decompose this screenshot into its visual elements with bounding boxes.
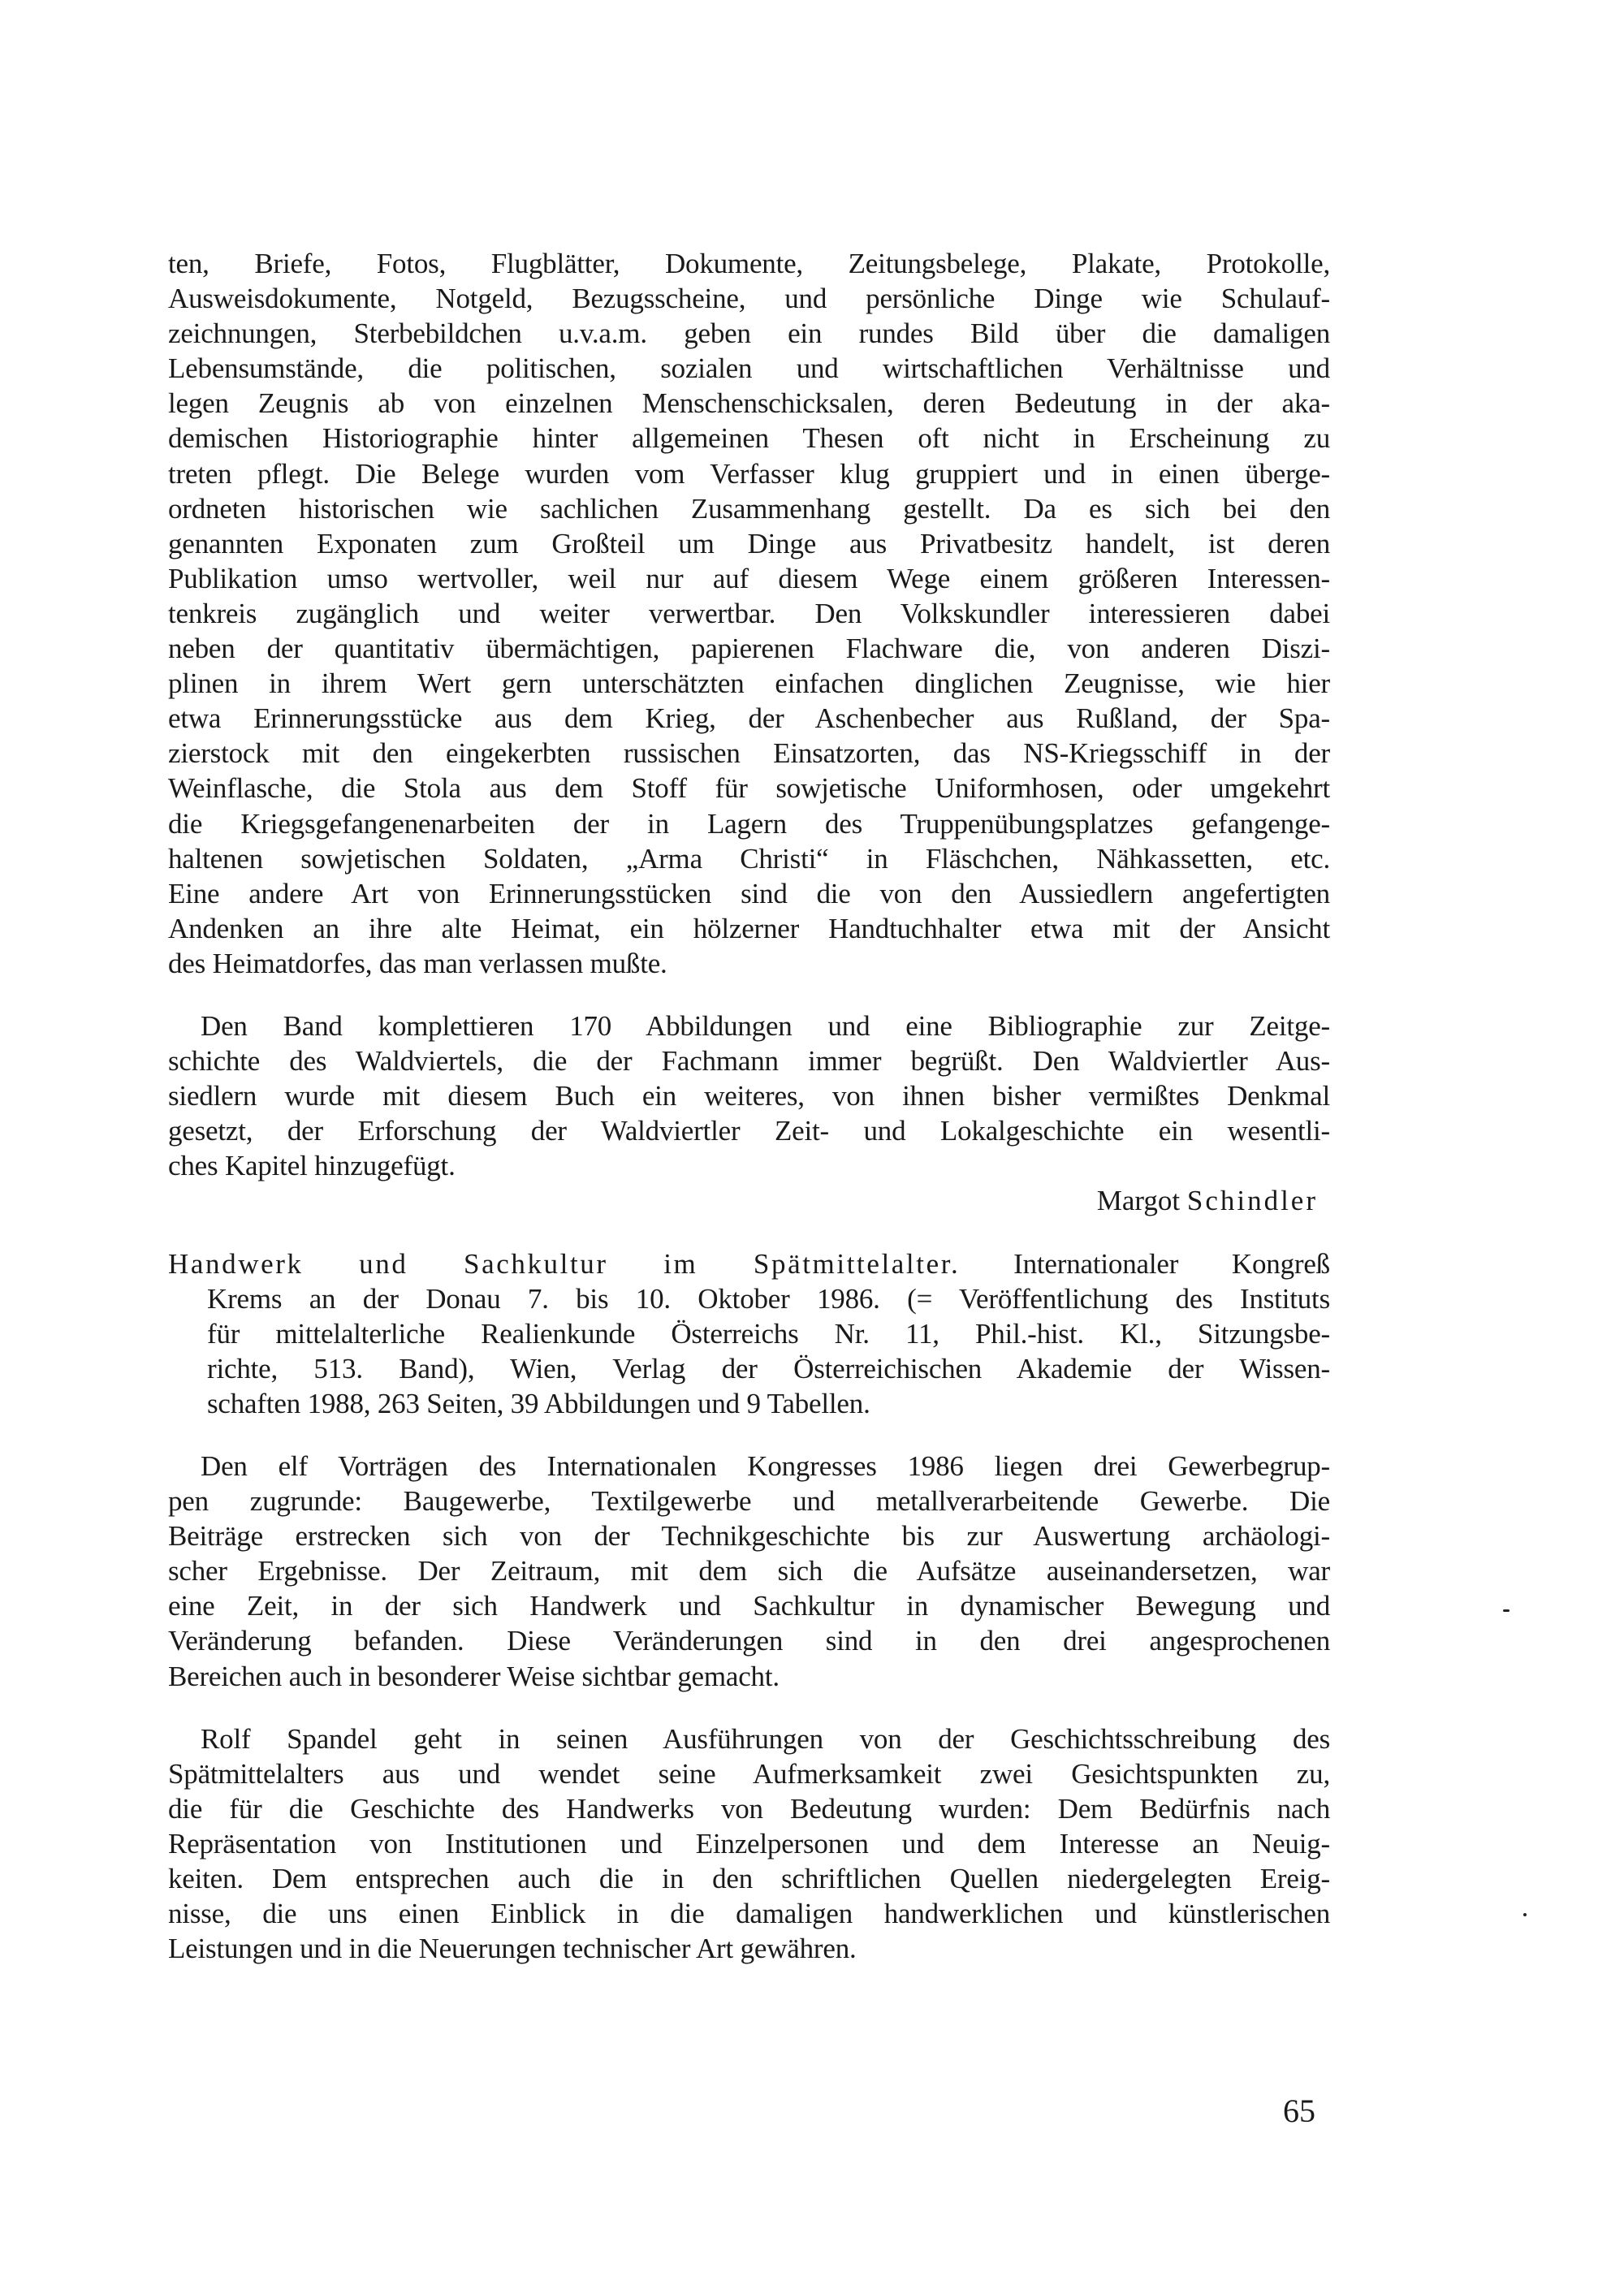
text-line: treten pflegt. Die Belege wurden vom Verfasser klug gruppiert und in einen überge- xyxy=(168,457,1330,490)
text-line: haltenen sowjetischen Soldaten, „Arma Christi“ in Fläschchen, Nähkassetten, etc. xyxy=(168,842,1330,875)
text-line: schichte des Waldviertels, die der Fachmann immer begrüßt. Den Waldviertler Aus- xyxy=(168,1045,1330,1078)
section-gap xyxy=(168,1219,1330,1246)
scan-speck xyxy=(1523,1913,1527,1916)
text-line: genannten Exponaten zum Großteil um Dinge aus Privatbesitz handelt, ist deren xyxy=(168,527,1330,559)
review-2-paragraph-1 xyxy=(168,1449,1330,1694)
page-number: 65 xyxy=(1283,2093,1315,2129)
citation-line: für mittelalterliche Realienkunde Österreichs Nr. 11, Phil.-hist. Kl., Sitzungsbe- xyxy=(207,1317,1330,1350)
reviewer-first-name: Margot xyxy=(1096,1185,1181,1217)
text-line: tenkreis zugänglich und weiter verwertbar. Den Volkskundler interessieren dabei xyxy=(168,597,1330,629)
review-2-paragraph-2 xyxy=(168,1721,1330,1967)
text-column xyxy=(168,246,1330,1966)
text-line: Ausweisdokumente, Notgeld, Bezugsscheine, und persönliche Dinge wie Schulauf- xyxy=(168,283,1330,315)
text-line: gesetzt, der Erforschung der Waldviertler Zeit- und Lokalgeschichte ein wesentli- xyxy=(168,1115,1330,1147)
citation-line: schaften 1988, 263 Seiten, 39 Abbildungen und 9 Tabellen. xyxy=(207,1387,870,1419)
text-line: Eine andere Art von Erinnerungsstücken sind die von den Aussiedlern angefertigten xyxy=(168,877,1330,909)
review-2-citation xyxy=(168,1246,1330,1421)
citation-line xyxy=(168,1246,1330,1281)
review-1-paragraph-1 xyxy=(168,246,1330,981)
text-line: demischen Historiographie hinter allgemeinen Thesen oft nicht in Erscheinung zu xyxy=(168,422,1330,455)
text-line: Andenken an ihre alte Heimat, ein hölzerner Handtuchhalter etwa mit der Ansicht xyxy=(168,912,1330,944)
reviewer-signature xyxy=(168,1183,1330,1218)
text-line: Publikation umso wertvoller, weil nur auf diesem Wege einem größeren Interessen- xyxy=(168,562,1330,594)
text-line: Weinflasche, die Stola aus dem Stoff für sowjetische Uniformhosen, oder umgekehrt xyxy=(168,772,1330,805)
text-line: Leistungen und in die Neuerungen technischer Art gewähren. xyxy=(168,1933,857,1965)
text-line: scher Ergebnisse. Der Zeitraum, mit dem sich die Aufsätze auseinandersetzen, war xyxy=(168,1555,1330,1587)
text-line: ches Kapitel hinzugefügt. xyxy=(168,1150,456,1182)
text-line: plinen in ihrem Wert gern unterschätzten einfachen dinglichen Zeugnisse, wie hier xyxy=(168,667,1330,700)
text-line: Den Band komplettieren 170 Abbildungen und eine Bibliographie zur Zeitge- xyxy=(201,1009,1330,1042)
text-line: Repräsentation von Institutionen und Einzelpersonen und dem Interesse an Neuig- xyxy=(168,1827,1330,1860)
text-line: Lebensumstände, die politischen, sozialen und wirtschaftlichen Verhältnisse und xyxy=(168,352,1330,385)
text-line: etwa Erinnerungsstücke aus dem Krieg, der Aschenbecher aus Rußland, der Spa- xyxy=(168,702,1330,735)
citation-rest: Internationaler Kongreß xyxy=(960,1247,1330,1280)
text-line: des Heimatdorfes, das man verlassen mußte. xyxy=(168,947,667,979)
text-line: neben der quantitativ übermächtigen, papierenen Flachware die, von anderen Diszi- xyxy=(168,633,1330,665)
paragraph-gap xyxy=(168,981,1330,1009)
text-line: Veränderung befanden. Diese Veränderungen sind in den drei angesprochenen xyxy=(168,1625,1330,1657)
paragraph-gap xyxy=(168,1421,1330,1449)
book-title: Handwerk und Sachkultur im Spätmittelalter. xyxy=(168,1247,961,1280)
text-line: zierstock mit den eingekerbten russischen Einsatzorten, das NS-Kriegsschiff in der xyxy=(168,737,1330,770)
text-line: ten, Briefe, Fotos, Flugblätter, Dokumente, Zeitungsbelege, Plakate, Protokolle, xyxy=(168,248,1330,279)
citation-line: Krems an der Donau 7. bis 10. Oktober 1986. (= Veröffentlichung des Instituts xyxy=(207,1282,1330,1315)
paragraph-gap xyxy=(168,1694,1330,1721)
text-line: Spätmittelalters aus und wendet seine Aufmerksamkeit zwei Gesichtspunkten zu, xyxy=(168,1757,1330,1790)
text-line: Rolf Spandel geht in seinen Ausführungen von der Geschichtsschreibung des xyxy=(201,1722,1330,1755)
text-line: keiten. Dem entsprechen auch die in den schriftlichen Quellen niedergelegten Ereig- xyxy=(168,1863,1330,1895)
text-line: die Kriegsgefangenenarbeiten der in Lagern des Truppenübungsplatzes gefangenge- xyxy=(168,807,1330,840)
text-line: die für die Geschichte des Handwerks von Bedeutung wurden: Dem Bedürfnis nach xyxy=(168,1792,1330,1825)
text-line: nisse, die uns einen Einblick in die damaligen handwerklichen und künstlerischen xyxy=(168,1898,1330,1930)
text-line: zeichnungen, Sterbebildchen u.v.a.m. geben ein rundes Bild über die damaligen xyxy=(168,317,1330,350)
text-line: ordneten historischen wie sachlichen Zusammenhang gestellt. Da es sich bei den xyxy=(168,492,1330,525)
scan-speck xyxy=(1503,1609,1510,1612)
reviewer-last-name: Schindler xyxy=(1186,1185,1318,1217)
text-line: legen Zeugnis ab von einzelnen Menschenschicksalen, deren Bedeutung in der aka- xyxy=(168,387,1330,420)
text-line: Den elf Vorträgen des Internationalen Kongresses 1986 liegen drei Gewerbegrup- xyxy=(201,1450,1330,1482)
review-1-paragraph-2 xyxy=(168,1009,1330,1183)
text-line: eine Zeit, in der sich Handwerk und Sachkultur in dynamischer Bewegung und xyxy=(168,1590,1330,1622)
text-line: Bereichen auch in besonderer Weise sichtbar gemacht. xyxy=(168,1660,780,1692)
citation-line: richte, 513. Band), Wien, Verlag der Österreichischen Akademie der Wissen- xyxy=(207,1352,1330,1384)
text-line: siedlern wurde mit diesem Buch ein weiteres, von ihnen bisher vermißtes Denkmal xyxy=(168,1080,1330,1112)
text-line: pen zugrunde: Baugewerbe, Textilgewerbe und metallverarbeitende Gewerbe. Die xyxy=(168,1485,1330,1518)
text-line: Beiträge erstrecken sich von der Technikgeschichte bis zur Auswertung archäologi- xyxy=(168,1520,1330,1553)
